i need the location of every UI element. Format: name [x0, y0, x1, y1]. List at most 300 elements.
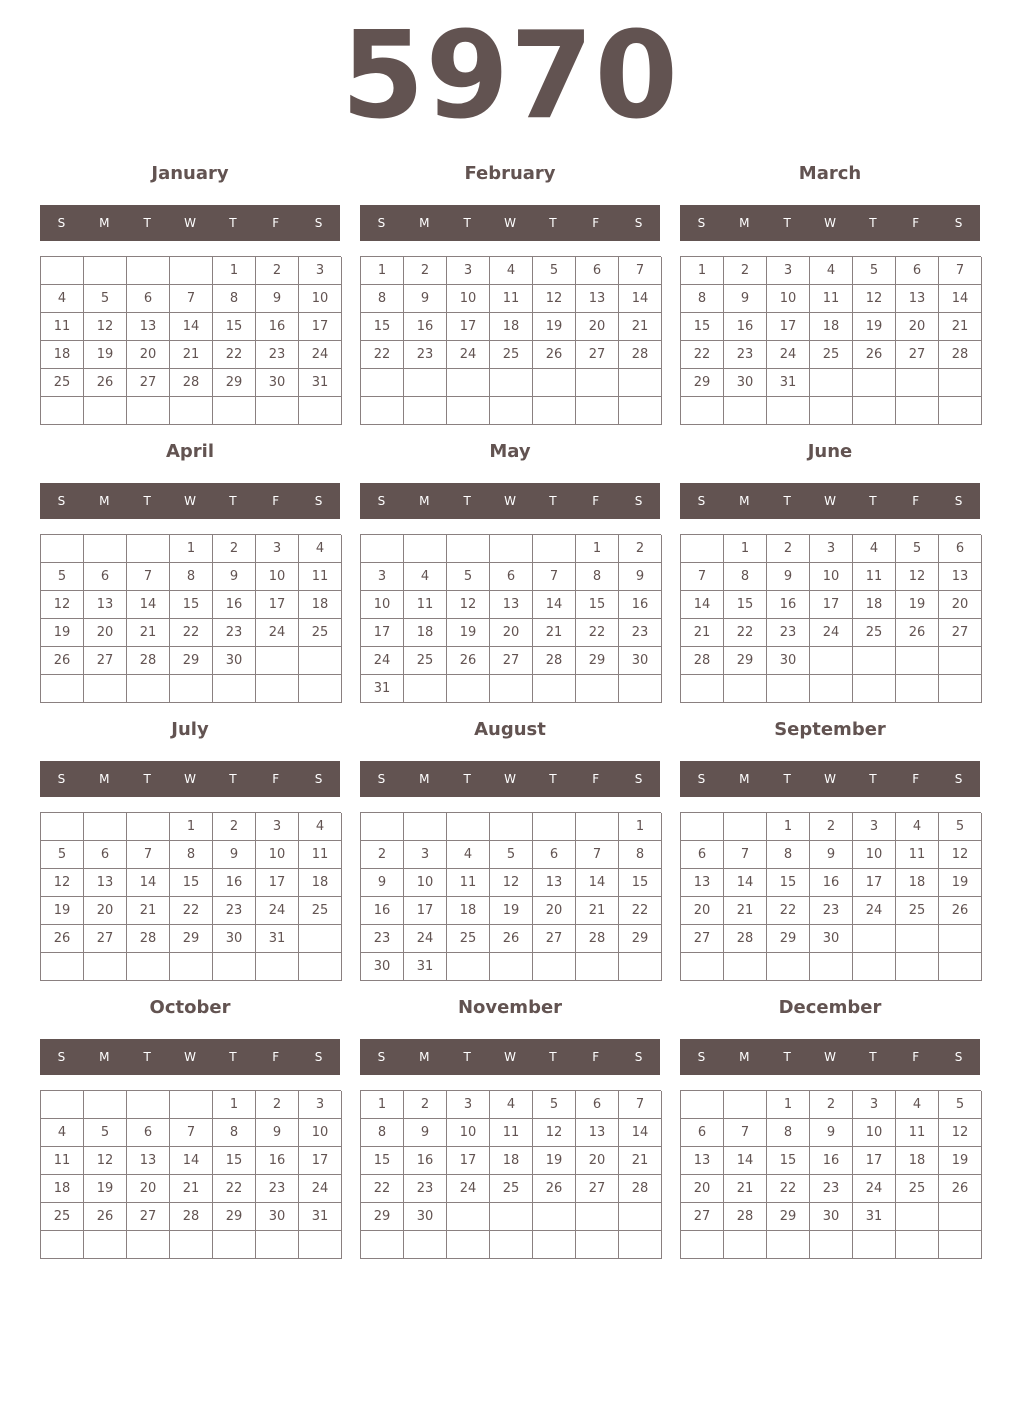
weekday-label: S — [954, 494, 963, 508]
day-cell: 26 — [490, 925, 533, 953]
day-cell: 23 — [256, 1175, 299, 1203]
day-cell: 11 — [299, 563, 342, 591]
day-cell: 24 — [299, 341, 342, 369]
day-cell: 18 — [41, 341, 84, 369]
empty-day-cell — [361, 813, 404, 841]
empty-day-cell — [84, 535, 127, 563]
day-cell: 1 — [767, 813, 810, 841]
day-cell: 3 — [447, 1091, 490, 1119]
day-cell: 20 — [127, 1175, 170, 1203]
day-cell: 25 — [299, 619, 342, 647]
day-cell: 25 — [41, 369, 84, 397]
empty-day-cell — [41, 675, 84, 703]
day-cell: 3 — [404, 841, 447, 869]
day-cell: 24 — [447, 1175, 490, 1203]
day-cell: 15 — [170, 591, 213, 619]
day-cell: 29 — [361, 1203, 404, 1231]
empty-day-cell — [896, 397, 939, 425]
day-cell: 11 — [447, 869, 490, 897]
weekday-label: T — [869, 216, 877, 230]
day-cell: 5 — [939, 1091, 982, 1119]
day-cell: 17 — [299, 313, 342, 341]
day-cell: 30 — [361, 953, 404, 981]
day-cell: 8 — [681, 285, 724, 313]
weekday-label: S — [954, 772, 963, 786]
day-cell: 6 — [939, 535, 982, 563]
weekday-header-bar — [680, 761, 980, 797]
day-cell: 30 — [256, 1203, 299, 1231]
day-cell: 1 — [170, 813, 213, 841]
empty-day-cell — [724, 1091, 767, 1119]
weekday-label: M — [739, 216, 750, 230]
day-cell: 27 — [681, 1203, 724, 1231]
empty-day-cell — [127, 257, 170, 285]
day-cell: 11 — [490, 1119, 533, 1147]
day-cell: 12 — [84, 313, 127, 341]
day-cell: 12 — [41, 591, 84, 619]
empty-day-cell — [896, 1203, 939, 1231]
weekday-label: T — [549, 494, 557, 508]
empty-day-cell — [724, 813, 767, 841]
empty-day-cell — [619, 1203, 662, 1231]
empty-day-cell — [576, 953, 619, 981]
day-cell: 2 — [724, 257, 767, 285]
day-cell: 16 — [810, 869, 853, 897]
day-cell: 27 — [127, 369, 170, 397]
empty-day-cell — [767, 675, 810, 703]
empty-day-cell — [810, 369, 853, 397]
day-cell: 9 — [404, 285, 447, 313]
day-cell: 30 — [619, 647, 662, 675]
day-cell: 24 — [767, 341, 810, 369]
weekday-header-bar — [680, 483, 980, 519]
empty-day-cell — [447, 535, 490, 563]
day-cell: 4 — [404, 563, 447, 591]
day-cell: 4 — [896, 1091, 939, 1119]
day-cell: 21 — [170, 1175, 213, 1203]
empty-day-cell — [213, 1231, 256, 1259]
empty-day-cell — [619, 953, 662, 981]
day-cell: 27 — [896, 341, 939, 369]
day-cell: 23 — [256, 341, 299, 369]
empty-day-cell — [447, 953, 490, 981]
day-cell: 13 — [127, 313, 170, 341]
day-cell: 6 — [896, 257, 939, 285]
day-cell: 6 — [84, 841, 127, 869]
empty-day-cell — [533, 535, 576, 563]
empty-day-cell — [404, 1231, 447, 1259]
empty-day-cell — [681, 813, 724, 841]
day-cell: 22 — [361, 1175, 404, 1203]
day-cell: 26 — [533, 1175, 576, 1203]
empty-day-cell — [853, 1231, 896, 1259]
day-cell: 6 — [127, 1119, 170, 1147]
day-cell: 12 — [939, 1119, 982, 1147]
day-cell: 9 — [767, 563, 810, 591]
day-cell: 19 — [41, 619, 84, 647]
day-cell: 10 — [404, 869, 447, 897]
day-cell: 26 — [533, 341, 576, 369]
empty-day-cell — [41, 1231, 84, 1259]
weekday-label: M — [739, 772, 750, 786]
empty-day-cell — [170, 1091, 213, 1119]
day-cell: 17 — [853, 1147, 896, 1175]
day-cell: 13 — [681, 1147, 724, 1175]
day-grid — [680, 1090, 981, 1259]
empty-day-cell — [576, 369, 619, 397]
weekday-label: S — [57, 494, 66, 508]
weekday-label: M — [419, 494, 430, 508]
day-cell: 15 — [681, 313, 724, 341]
day-cell: 9 — [810, 1119, 853, 1147]
empty-day-cell — [810, 953, 853, 981]
day-cell: 28 — [619, 1175, 662, 1203]
empty-day-cell — [576, 1203, 619, 1231]
day-cell: 3 — [767, 257, 810, 285]
empty-day-cell — [170, 953, 213, 981]
weekday-label: S — [634, 494, 643, 508]
day-cell: 15 — [213, 1147, 256, 1175]
day-cell: 3 — [256, 535, 299, 563]
weekday-header-bar — [40, 1039, 340, 1075]
weekday-label: W — [824, 772, 836, 786]
weekday-label: T — [463, 772, 471, 786]
day-cell: 17 — [447, 1147, 490, 1175]
day-cell: 2 — [256, 257, 299, 285]
day-cell: 23 — [213, 897, 256, 925]
day-cell: 9 — [256, 1119, 299, 1147]
weekday-header-bar — [40, 483, 340, 519]
empty-day-cell — [490, 953, 533, 981]
day-cell: 7 — [576, 841, 619, 869]
day-cell: 8 — [767, 1119, 810, 1147]
day-cell: 26 — [84, 369, 127, 397]
day-cell: 9 — [810, 841, 853, 869]
empty-day-cell — [533, 369, 576, 397]
empty-day-cell — [447, 675, 490, 703]
weekday-header-bar — [360, 483, 660, 519]
empty-day-cell — [361, 535, 404, 563]
day-cell: 17 — [404, 897, 447, 925]
day-cell: 17 — [767, 313, 810, 341]
empty-day-cell — [170, 1231, 213, 1259]
day-grid — [360, 1090, 661, 1259]
day-cell: 17 — [256, 591, 299, 619]
day-grid — [360, 534, 661, 703]
empty-day-cell — [256, 953, 299, 981]
day-cell: 11 — [810, 285, 853, 313]
day-cell: 12 — [853, 285, 896, 313]
weekday-header-bar — [680, 1039, 980, 1075]
day-cell: 6 — [127, 285, 170, 313]
day-cell: 18 — [404, 619, 447, 647]
day-cell: 21 — [127, 897, 170, 925]
day-cell: 16 — [404, 1147, 447, 1175]
empty-day-cell — [447, 813, 490, 841]
day-cell: 6 — [533, 841, 576, 869]
day-cell: 17 — [361, 619, 404, 647]
day-cell: 26 — [853, 341, 896, 369]
day-cell: 28 — [170, 369, 213, 397]
weekday-label: M — [419, 772, 430, 786]
weekday-label: T — [463, 494, 471, 508]
day-cell: 23 — [724, 341, 767, 369]
empty-day-cell — [404, 535, 447, 563]
day-cell: 28 — [724, 1203, 767, 1231]
day-cell: 6 — [576, 257, 619, 285]
day-cell: 7 — [127, 563, 170, 591]
day-cell: 2 — [767, 535, 810, 563]
day-cell: 19 — [490, 897, 533, 925]
day-cell: 16 — [810, 1147, 853, 1175]
weekday-label: F — [912, 216, 920, 230]
day-cell: 29 — [619, 925, 662, 953]
empty-day-cell — [896, 925, 939, 953]
day-cell: 12 — [896, 563, 939, 591]
day-cell: 10 — [853, 1119, 896, 1147]
day-cell: 14 — [170, 313, 213, 341]
day-cell: 11 — [41, 313, 84, 341]
day-cell: 27 — [84, 925, 127, 953]
day-cell: 4 — [490, 257, 533, 285]
empty-day-cell — [361, 397, 404, 425]
empty-day-cell — [170, 675, 213, 703]
weekday-label: F — [592, 772, 600, 786]
day-cell: 31 — [853, 1203, 896, 1231]
day-cell: 31 — [299, 1203, 342, 1231]
day-cell: 8 — [170, 563, 213, 591]
day-cell: 28 — [681, 647, 724, 675]
empty-day-cell — [533, 1203, 576, 1231]
day-cell: 22 — [724, 619, 767, 647]
day-cell: 15 — [170, 869, 213, 897]
empty-day-cell — [84, 397, 127, 425]
empty-day-cell — [619, 369, 662, 397]
empty-day-cell — [724, 953, 767, 981]
day-cell: 19 — [84, 1175, 127, 1203]
day-cell: 19 — [84, 341, 127, 369]
weekday-label: S — [697, 772, 706, 786]
day-cell: 29 — [213, 369, 256, 397]
day-cell: 21 — [127, 619, 170, 647]
day-cell: 8 — [767, 841, 810, 869]
day-cell: 1 — [619, 813, 662, 841]
empty-day-cell — [724, 397, 767, 425]
weekday-label: T — [869, 494, 877, 508]
empty-day-cell — [127, 675, 170, 703]
empty-day-cell — [490, 535, 533, 563]
day-cell: 21 — [533, 619, 576, 647]
weekday-label: F — [272, 1050, 280, 1064]
empty-day-cell — [724, 675, 767, 703]
empty-day-cell — [256, 647, 299, 675]
day-cell: 15 — [361, 313, 404, 341]
day-grid — [680, 256, 981, 425]
day-cell: 29 — [170, 647, 213, 675]
weekday-label: M — [739, 494, 750, 508]
weekday-label: T — [229, 772, 237, 786]
weekday-header-bar — [360, 1039, 660, 1075]
day-cell: 18 — [490, 1147, 533, 1175]
day-cell: 29 — [767, 925, 810, 953]
day-cell: 5 — [853, 257, 896, 285]
day-cell: 30 — [213, 647, 256, 675]
day-cell: 29 — [681, 369, 724, 397]
day-cell: 26 — [41, 925, 84, 953]
empty-day-cell — [681, 1091, 724, 1119]
weekday-label: T — [869, 772, 877, 786]
day-cell: 21 — [170, 341, 213, 369]
day-cell: 26 — [447, 647, 490, 675]
day-cell: 13 — [681, 869, 724, 897]
weekday-label: S — [954, 1050, 963, 1064]
weekday-header-bar — [40, 205, 340, 241]
day-cell: 10 — [447, 285, 490, 313]
day-cell: 29 — [213, 1203, 256, 1231]
day-cell: 26 — [896, 619, 939, 647]
day-cell: 11 — [299, 841, 342, 869]
weekday-label: F — [912, 1050, 920, 1064]
day-cell: 8 — [170, 841, 213, 869]
day-cell: 21 — [576, 897, 619, 925]
day-cell: 14 — [576, 869, 619, 897]
empty-day-cell — [939, 925, 982, 953]
day-cell: 16 — [619, 591, 662, 619]
day-cell: 14 — [724, 1147, 767, 1175]
day-cell: 24 — [256, 897, 299, 925]
empty-day-cell — [213, 953, 256, 981]
empty-day-cell — [619, 1231, 662, 1259]
day-cell: 8 — [361, 1119, 404, 1147]
month-name: April — [165, 441, 215, 462]
day-cell: 16 — [404, 313, 447, 341]
day-cell: 18 — [490, 313, 533, 341]
day-cell: 10 — [853, 841, 896, 869]
day-grid — [40, 256, 341, 425]
weekday-label: S — [314, 1050, 323, 1064]
weekday-label: T — [783, 772, 791, 786]
weekday-label: S — [314, 772, 323, 786]
day-cell: 24 — [447, 341, 490, 369]
day-cell: 23 — [619, 619, 662, 647]
day-cell: 3 — [853, 813, 896, 841]
day-cell: 25 — [299, 897, 342, 925]
day-cell: 10 — [361, 591, 404, 619]
day-cell: 23 — [361, 925, 404, 953]
day-cell: 31 — [404, 953, 447, 981]
day-cell: 20 — [84, 619, 127, 647]
day-cell: 3 — [299, 257, 342, 285]
day-cell: 14 — [939, 285, 982, 313]
day-cell: 18 — [896, 1147, 939, 1175]
day-cell: 25 — [490, 341, 533, 369]
month-name: November — [457, 997, 563, 1018]
day-cell: 4 — [853, 535, 896, 563]
day-cell: 4 — [447, 841, 490, 869]
day-cell: 28 — [576, 925, 619, 953]
empty-day-cell — [576, 397, 619, 425]
day-cell: 18 — [896, 869, 939, 897]
empty-day-cell — [256, 397, 299, 425]
empty-day-cell — [84, 813, 127, 841]
day-cell: 16 — [767, 591, 810, 619]
day-cell: 14 — [127, 591, 170, 619]
weekday-label: T — [549, 1050, 557, 1064]
weekday-label: M — [99, 216, 110, 230]
empty-day-cell — [299, 953, 342, 981]
day-cell: 21 — [724, 1175, 767, 1203]
day-cell: 3 — [361, 563, 404, 591]
empty-day-cell — [853, 369, 896, 397]
day-cell: 18 — [299, 869, 342, 897]
day-cell: 14 — [170, 1147, 213, 1175]
weekday-label: W — [184, 772, 196, 786]
day-cell: 23 — [767, 619, 810, 647]
day-cell: 7 — [619, 257, 662, 285]
empty-day-cell — [576, 675, 619, 703]
day-cell: 28 — [724, 925, 767, 953]
empty-day-cell — [939, 647, 982, 675]
month-name: January — [151, 163, 229, 184]
empty-day-cell — [256, 1231, 299, 1259]
weekday-label: S — [57, 1050, 66, 1064]
day-cell: 22 — [576, 619, 619, 647]
day-cell: 7 — [533, 563, 576, 591]
day-grid — [360, 812, 661, 981]
month-name: February — [464, 163, 556, 184]
month-name: October — [149, 997, 231, 1018]
day-cell: 4 — [299, 535, 342, 563]
day-cell: 28 — [533, 647, 576, 675]
day-cell: 22 — [767, 1175, 810, 1203]
day-cell: 19 — [939, 869, 982, 897]
day-cell: 9 — [256, 285, 299, 313]
day-cell: 28 — [127, 647, 170, 675]
day-cell: 27 — [533, 925, 576, 953]
month-name: March — [798, 163, 862, 184]
day-cell: 15 — [767, 869, 810, 897]
empty-day-cell — [681, 953, 724, 981]
day-cell: 13 — [84, 591, 127, 619]
day-cell: 1 — [681, 257, 724, 285]
day-cell: 17 — [810, 591, 853, 619]
empty-day-cell — [490, 1231, 533, 1259]
weekday-label: F — [272, 772, 280, 786]
weekday-label: W — [504, 1050, 516, 1064]
empty-day-cell — [299, 925, 342, 953]
weekday-label: S — [377, 1050, 386, 1064]
day-cell: 5 — [533, 257, 576, 285]
day-cell: 27 — [939, 619, 982, 647]
empty-day-cell — [533, 675, 576, 703]
day-cell: 1 — [724, 535, 767, 563]
empty-day-cell — [533, 813, 576, 841]
empty-day-cell — [724, 1231, 767, 1259]
day-cell: 5 — [41, 841, 84, 869]
day-cell: 22 — [213, 341, 256, 369]
empty-day-cell — [896, 953, 939, 981]
day-cell: 21 — [619, 1147, 662, 1175]
empty-day-cell — [404, 675, 447, 703]
day-cell: 19 — [939, 1147, 982, 1175]
day-cell: 31 — [256, 925, 299, 953]
empty-day-cell — [299, 647, 342, 675]
day-cell: 21 — [619, 313, 662, 341]
day-cell: 5 — [447, 563, 490, 591]
day-cell: 15 — [576, 591, 619, 619]
day-cell: 28 — [170, 1203, 213, 1231]
day-cell: 10 — [256, 563, 299, 591]
